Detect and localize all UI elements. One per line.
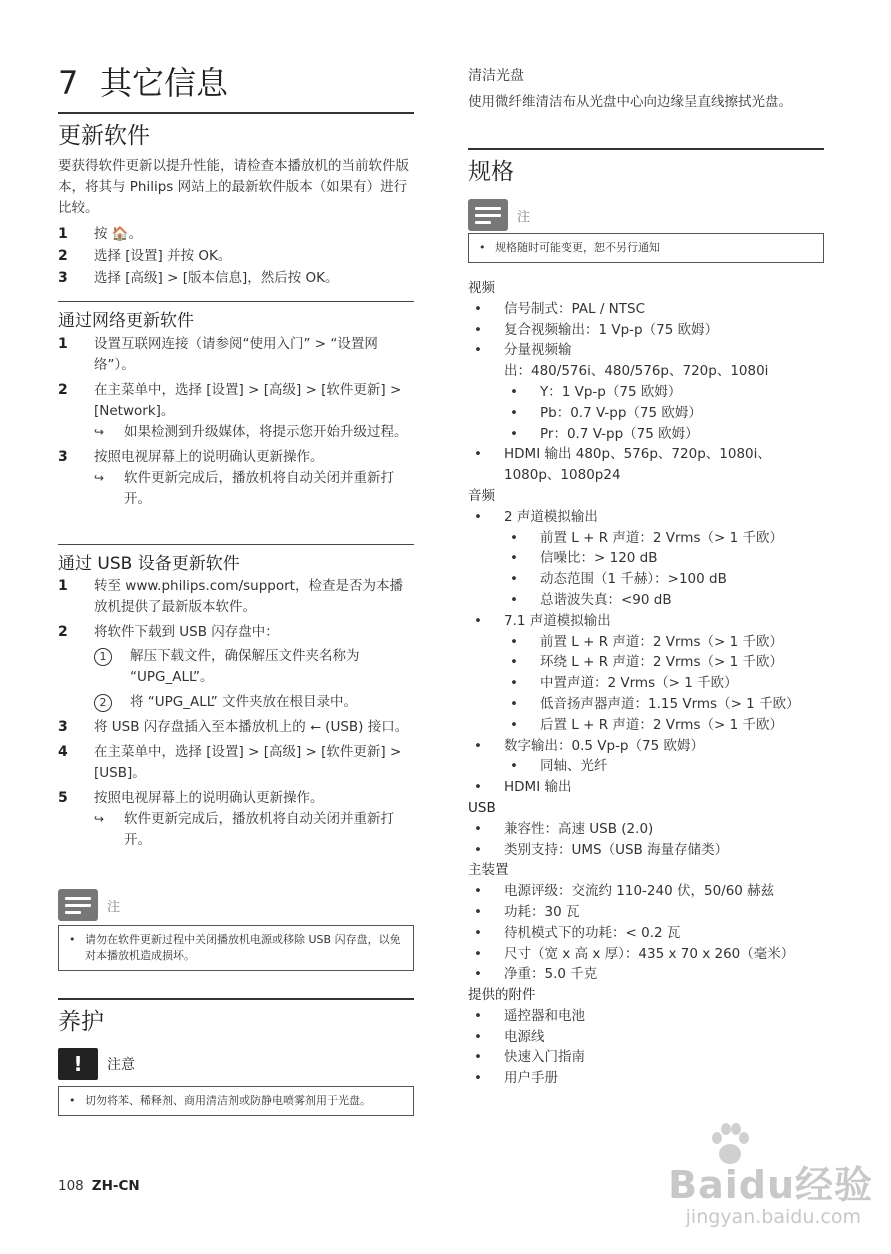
caution-content: • 切勿将苯、稀释剂、商用清洁剂或防静电喷雾剂用于光盘。 — [58, 1086, 414, 1116]
result-note: ↪ 如果检测到升级媒体，将提示您开始升级过程。 — [94, 422, 414, 443]
list-item: • 前置 L + R 声道：2 Vrms（> 1 千欧） — [468, 632, 824, 653]
spec-list — [468, 278, 824, 1089]
watermark — [623, 1122, 873, 1242]
list-item: 2 将软件下载到 USB 闪存盘中： 1 解压下载文件，确保解压文件夹名称为 “UPG_ALL”。 2 将 “UPG_ALL” 文件夹放在根目录中。 — [58, 622, 414, 713]
watermark-url: jingyan.baidu.com — [685, 1206, 861, 1228]
spec-note-box: 注 • 规格随时可能变更，恕不另行通知 — [468, 197, 824, 263]
list-item: • 分量视频输 — [468, 340, 824, 361]
list-item: • 快速入门指南 — [468, 1047, 824, 1068]
watermark-brand: Baidu经验 — [668, 1163, 873, 1207]
list-item: 1 转至 www.philips.com/support，检查是否为本播放机提供了最新版本软件。 — [58, 578, 403, 615]
note-box: 注 • 请勿在软件更新过程中关闭播放机电源或移除 USB 闪存盘，以免对本播放机造成损坏。 — [58, 887, 414, 971]
list-item: • HDMI 输出 — [468, 777, 824, 798]
list-item: 2 在主菜单中，选择 [设置] > [高级] > [软件更新] > [Network]。 ↪ 如果检测到升级媒体，将提示您开始升级过程。 — [58, 380, 414, 443]
network-steps — [58, 334, 414, 511]
arrow-icon: ↪ — [94, 471, 105, 485]
caution-box: ! 注意 • 切勿将苯、稀释剂、商用清洁剂或防静电喷雾剂用于光盘。 — [58, 1046, 414, 1116]
clean-disc-title: 清洁光盘 — [468, 68, 524, 84]
list-item: • 后置 L + R 声道：2 Vrms（> 1 千欧） — [468, 715, 824, 736]
sub-step: 2 将 “UPG_ALL” 文件夹放在根目录中。 — [94, 692, 414, 713]
spec-category: USB — [468, 799, 496, 816]
list-item: • 环绕 L + R 声道：2 Vrms（> 1 千欧） — [468, 652, 824, 673]
note-icon — [468, 199, 508, 231]
section-heading-network: 通过网络更新软件 — [58, 301, 414, 331]
list-item: • 兼容性：高速 USB (2.0) — [468, 819, 824, 840]
list-item: • 信号制式：PAL / NTSC — [468, 299, 824, 320]
list-item: • 前置 L + R 声道：2 Vrms（> 1 千欧） — [468, 528, 824, 549]
language-code: ZH-CN — [91, 1178, 140, 1194]
list-item: • 电源评级：交流约 110-240 伏，50/60 赫兹 — [468, 881, 824, 902]
note-icon — [58, 889, 98, 921]
usb-steps — [58, 576, 414, 852]
list-item: • 复合视频输出：1 Vp-p（75 欧姆） — [468, 320, 824, 341]
list-item: • 7.1 声道模拟输出 — [468, 611, 824, 632]
list-item: 3 按照电视屏幕上的说明确认更新操作。 ↪ 软件更新完成后，播放机将自动关闭并重新打开。 — [58, 447, 414, 510]
list-item: 2 选择 [设置] 并按 OK。 — [58, 248, 232, 264]
list-item: 1 按 🏠。 — [58, 226, 143, 242]
list-item: • 待机模式下的功耗：< 0.2 瓦 — [468, 923, 824, 944]
page-number: 108 — [58, 1178, 84, 1194]
arrow-icon: ↪ — [94, 812, 105, 826]
list-item: • 净重：5.0 千克 — [468, 964, 824, 985]
spec-category: 提供的附件 — [468, 987, 536, 1004]
list-item: • Pr：0.7 V-pp（75 欧姆） — [468, 424, 824, 445]
result-note: ↪ 软件更新完成后，播放机将自动关闭并重新打开。 — [94, 470, 394, 507]
list-item: • 类别支持：UMS（USB 海量存储类） — [468, 840, 824, 861]
list-item: • Y：1 Vp-p（75 欧姆） — [468, 382, 824, 403]
list-item: • 信噪比：> 120 dB — [468, 548, 824, 569]
spec-category: 视频 — [468, 280, 495, 296]
list-item: • 中置声道：2 Vrms（> 1 千欧） — [468, 673, 824, 694]
section-heading-care: 养护 — [58, 998, 414, 1036]
list-item: 3 选择 [高级] > [版本信息]，然后按 OK。 — [58, 270, 339, 286]
list-item: • 尺寸（宽 x 高 x 厚）：435 x 70 x 260（毫米） — [468, 944, 824, 965]
list-item: • 动态范围（1 千赫）：>100 dB — [468, 569, 824, 590]
list-item: 5 按照电视屏幕上的说明确认更新操作。 ↪ 软件更新完成后，播放机将自动关闭并重新打开。 — [58, 788, 414, 851]
exclamation-icon: ! — [58, 1048, 98, 1080]
list-item: • HDMI 输出 480p、576p、720p、1080i、1080p、1080p24 — [468, 444, 824, 486]
list-item: 4 在主菜单中，选择 [设置] > [高级] > [软件更新] > [USB]。 — [58, 744, 402, 781]
list-item: • 电源线 — [468, 1027, 824, 1048]
list-item: 1 设置互联网连接（请参阅“使用入门” > “设置网络”）。 — [58, 336, 378, 373]
list-item: • 2 声道模拟输出 — [468, 507, 824, 528]
list-item: • 低音扬声器声道：1.15 Vrms（> 1 千欧） — [468, 694, 824, 715]
result-note: ↪ 软件更新完成后，播放机将自动关闭并重新打开。 — [94, 811, 394, 848]
spec-category: 音频 — [468, 487, 495, 504]
note-content: • 请勿在软件更新过程中关闭播放机电源或移除 USB 闪存盘，以免对本播放机造成损坏。 — [58, 925, 414, 971]
section-heading-usb: 通过 USB 设备更新软件 — [58, 544, 414, 574]
clean-disc-text: 使用微纤维清洁布从光盘中心向边缘呈直线擦拭光盘。 — [468, 94, 792, 110]
spec-category: 主装置 — [468, 862, 509, 879]
update-intro: 要获得软件更新以提升性能，请检查本播放机的当前软件版本，将其与 Philips 网站上的最新软件版本（如果有）进行比较。 — [58, 158, 409, 216]
section-heading-spec: 规格 — [468, 148, 824, 186]
sub-step: 1 解压下载文件，确保解压文件夹名称为 “UPG_ALL”。 — [94, 646, 414, 688]
list-item-continued: 出：480/576i、480/576p、720p、1080i — [504, 363, 769, 380]
chapter-title: 7 其它信息 — [58, 64, 229, 102]
list-item: • 功耗：30 瓦 — [468, 902, 824, 923]
list-item: • 同轴、光纤 — [468, 756, 824, 777]
list-item: 3 将 USB 闪存盘插入至本播放机上的 ⭠ (USB) 接口。 — [58, 719, 409, 735]
list-item: • Pb：0.7 V-pp（75 欧姆） — [468, 403, 824, 424]
list-item: • 遥控器和电池 — [468, 1006, 824, 1027]
page-footer — [58, 1178, 140, 1194]
update-steps — [58, 224, 414, 290]
list-item: • 用户手册 — [468, 1068, 824, 1089]
spec-note-content: • 规格随时可能变更，恕不另行通知 — [468, 233, 824, 263]
section-heading-update: 更新软件 — [58, 112, 414, 150]
list-item: • 数字输出：0.5 Vp-p（75 欧姆） — [468, 736, 824, 757]
arrow-icon: ↪ — [94, 425, 105, 439]
list-item: • 总谐波失真：<90 dB — [468, 590, 824, 611]
